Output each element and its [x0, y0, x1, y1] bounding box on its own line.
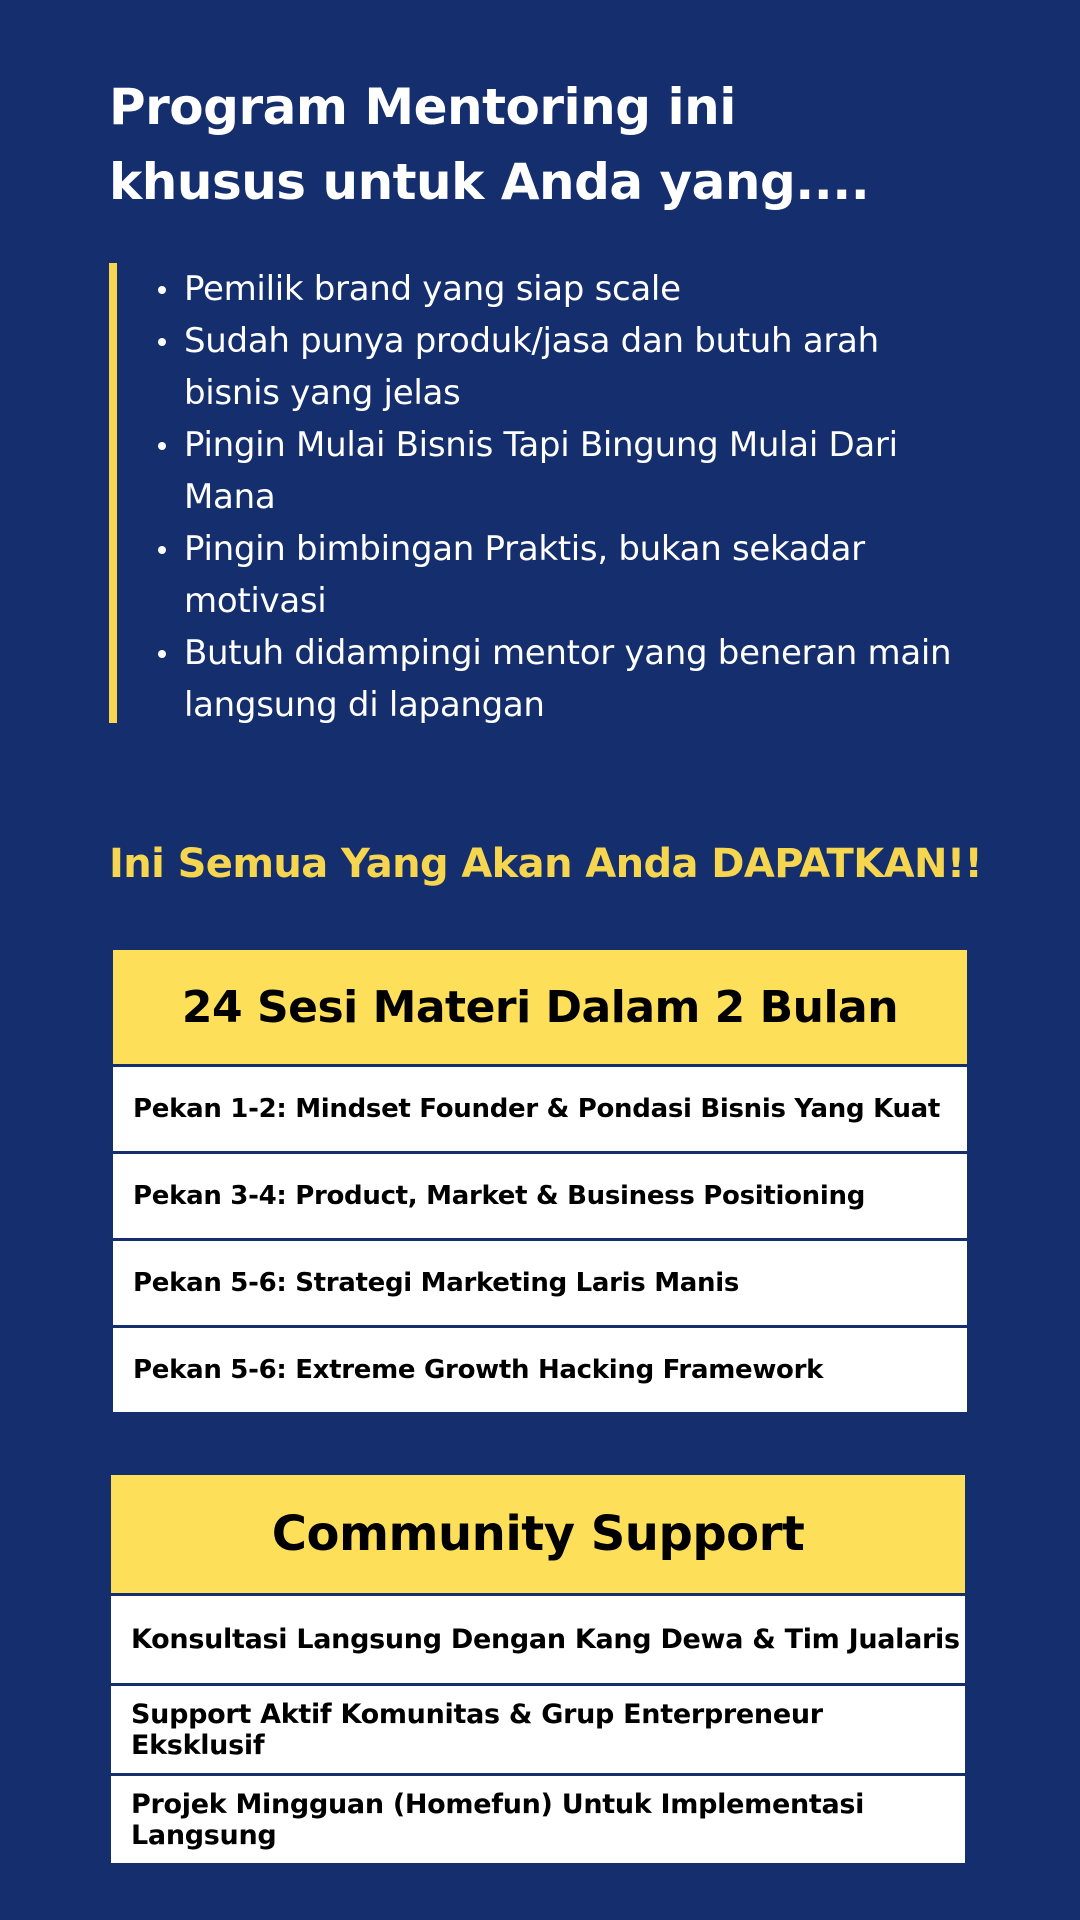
curriculum-row: Pekan 1-2: Mindset Founder & Pondasi Bisnis Yang Kuat — [113, 1064, 967, 1151]
curriculum-row: Pekan 5-6: Extreme Growth Hacking Framework — [113, 1325, 967, 1412]
target-audience-block — [109, 263, 969, 723]
curriculum-row: Pekan 5-6: Strategi Marketing Laris Manis — [113, 1238, 967, 1325]
list-item: Pingin Mulai Bisnis Tapi Bingung Mulai Dari Mana — [184, 419, 964, 523]
community-card-header: Community Support — [111, 1475, 965, 1593]
community-row: Konsultasi Langsung Dengan Kang Dewa & Tim Jualaris — [111, 1593, 965, 1683]
benefits-heading: Ini Semua Yang Akan Anda DAPATKAN!! — [109, 841, 983, 887]
curriculum-card-header: 24 Sesi Materi Dalam 2 Bulan — [113, 950, 967, 1064]
list-item: Sudah punya produk/jasa dan butuh arah bisnis yang jelas — [184, 315, 964, 419]
community-card — [111, 1475, 965, 1863]
target-audience-list — [117, 263, 964, 731]
list-item: Butuh didampingi mentor yang beneran main langsung di lapangan — [184, 627, 964, 731]
list-item: Pingin bimbingan Praktis, bukan sekadar motivasi — [184, 523, 964, 627]
page-title-line-2: khusus untuk Anda yang.... — [109, 153, 870, 211]
community-row: Support Aktif Komunitas & Grup Enterpreneur Eksklusif — [111, 1683, 965, 1773]
list-item: Pemilik brand yang siap scale — [184, 263, 964, 315]
page-title — [109, 70, 989, 220]
page-title-line-1: Program Mentoring ini — [109, 78, 736, 136]
curriculum-card — [113, 950, 967, 1412]
community-row: Projek Mingguan (Homefun) Untuk Implementasi Langsung — [111, 1773, 965, 1863]
curriculum-row: Pekan 3-4: Product, Market & Business Positioning — [113, 1151, 967, 1238]
